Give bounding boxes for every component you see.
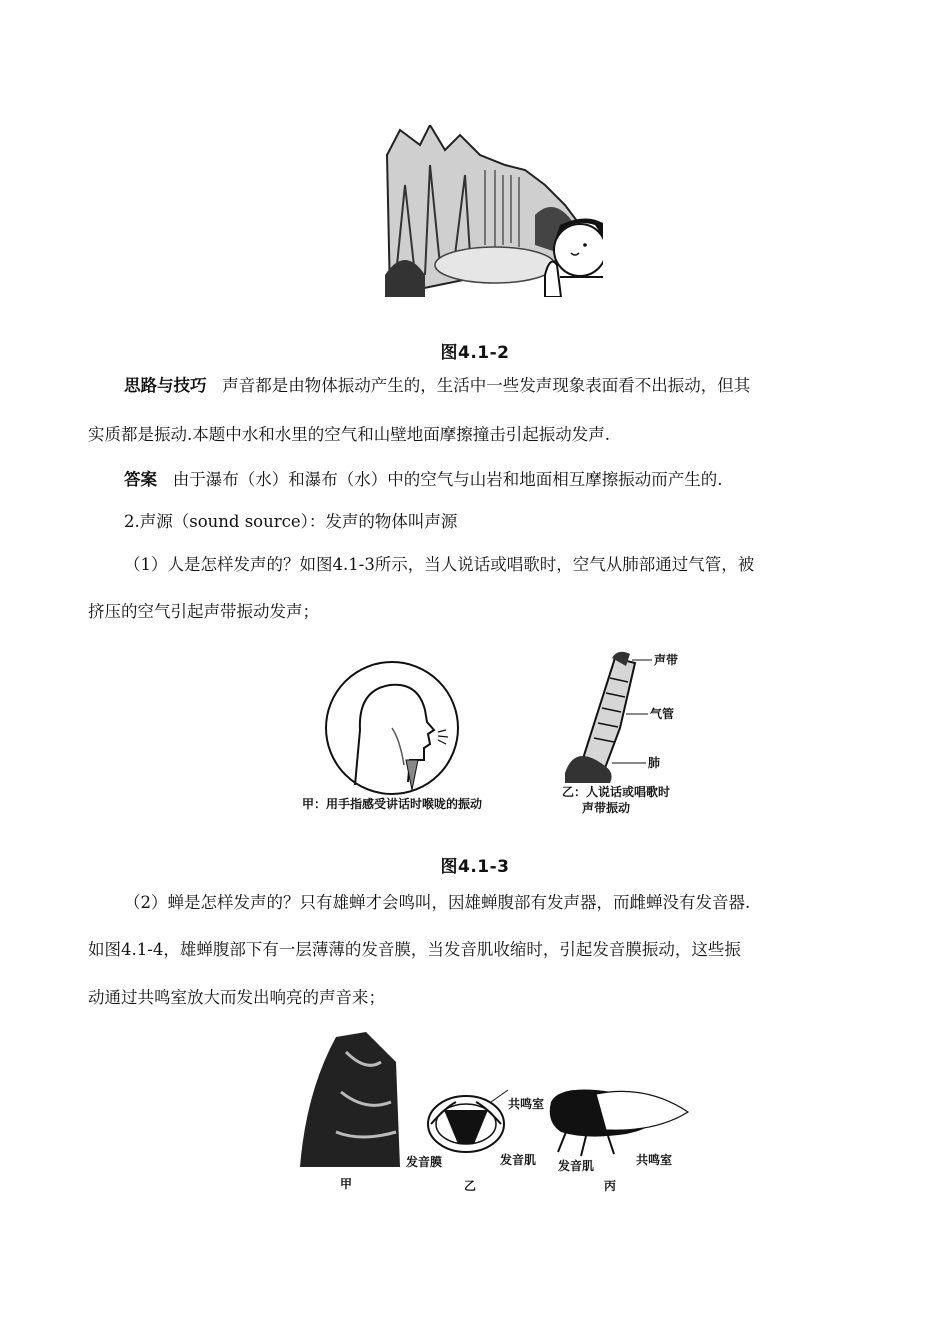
paragraph-human-line-1: （1）人是怎样发声的？如图4.1-3所示，当人说话或唱歌时，空气从肺部通过气管，被 bbox=[124, 555, 755, 574]
paragraph-human-line-2: 挤压的空气引起声带振动发声； bbox=[88, 602, 319, 621]
label-sound-membrane: 发音膜 bbox=[406, 1155, 443, 1169]
vocal-cord-diagram bbox=[560, 648, 700, 816]
human-throat-illustration bbox=[300, 660, 515, 815]
tips-line-2: 实质都是振动.本题中水和水里的空气和山壁地面摩擦撞击引起振动发声. bbox=[88, 425, 610, 444]
label-bing: 丙 bbox=[604, 1179, 617, 1193]
tips-label: 思路与技巧 bbox=[124, 376, 207, 395]
section-heading: 2.声源（sound source）：发声的物体叫声源 bbox=[124, 512, 458, 531]
figure-caption: 图4.1-3 bbox=[440, 857, 510, 877]
tips-line-1: 声音都是由物体振动产生的，生活中一些发声现象表面看不出振动，但其 bbox=[222, 376, 751, 395]
paragraph-cicada-line-1: （2）蝉是怎样发声的？只有雄蝉才会鸣叫，因雄蝉腹部有发声器，而雌蝉没有发音器. bbox=[124, 893, 751, 912]
left-figure-caption: 甲：用手指感受讲话时喉咙的振动 bbox=[302, 797, 483, 811]
answer-paragraph bbox=[124, 470, 723, 490]
right-caption-line-1: 乙：人说话或唱歌时 bbox=[562, 785, 671, 799]
waterfall-illustration bbox=[385, 125, 603, 297]
paragraph-cicada-line-2: 如图4.1-4，雄蝉腹部下有一层薄薄的发音膜，当发音肌收缩时，引起发音膜振动，这些振 bbox=[88, 940, 741, 959]
label-resonance-chamber: 共鸣室 bbox=[636, 1153, 673, 1167]
figure-caption: 图4.1-2 bbox=[440, 343, 510, 363]
tips-paragraph bbox=[124, 376, 750, 396]
label-trachea: 气管 bbox=[650, 707, 675, 721]
paragraph-cicada-line-3: 动通过共鸣室放大而发出响亮的声音来； bbox=[88, 988, 385, 1007]
label-yi: 乙 bbox=[464, 1179, 477, 1193]
label-lung: 肺 bbox=[648, 756, 661, 770]
answer-label: 答案 bbox=[124, 470, 157, 489]
label-jia: 甲 bbox=[340, 1177, 353, 1191]
label-sound-muscle: 发音肌 bbox=[558, 1159, 595, 1173]
label-vocal-cord: 声带 bbox=[654, 653, 679, 667]
cicada-illustrations bbox=[296, 1032, 696, 1194]
right-caption-line-2: 声带振动 bbox=[582, 801, 631, 815]
answer-text: 由于瀑布（水）和瀑布（水）中的空气与山岩和地面相互摩擦振动而产生的. bbox=[172, 470, 723, 489]
label-resonance-chamber: 共鸣室 bbox=[508, 1097, 545, 1111]
label-sound-muscle: 发音肌 bbox=[500, 1153, 537, 1167]
